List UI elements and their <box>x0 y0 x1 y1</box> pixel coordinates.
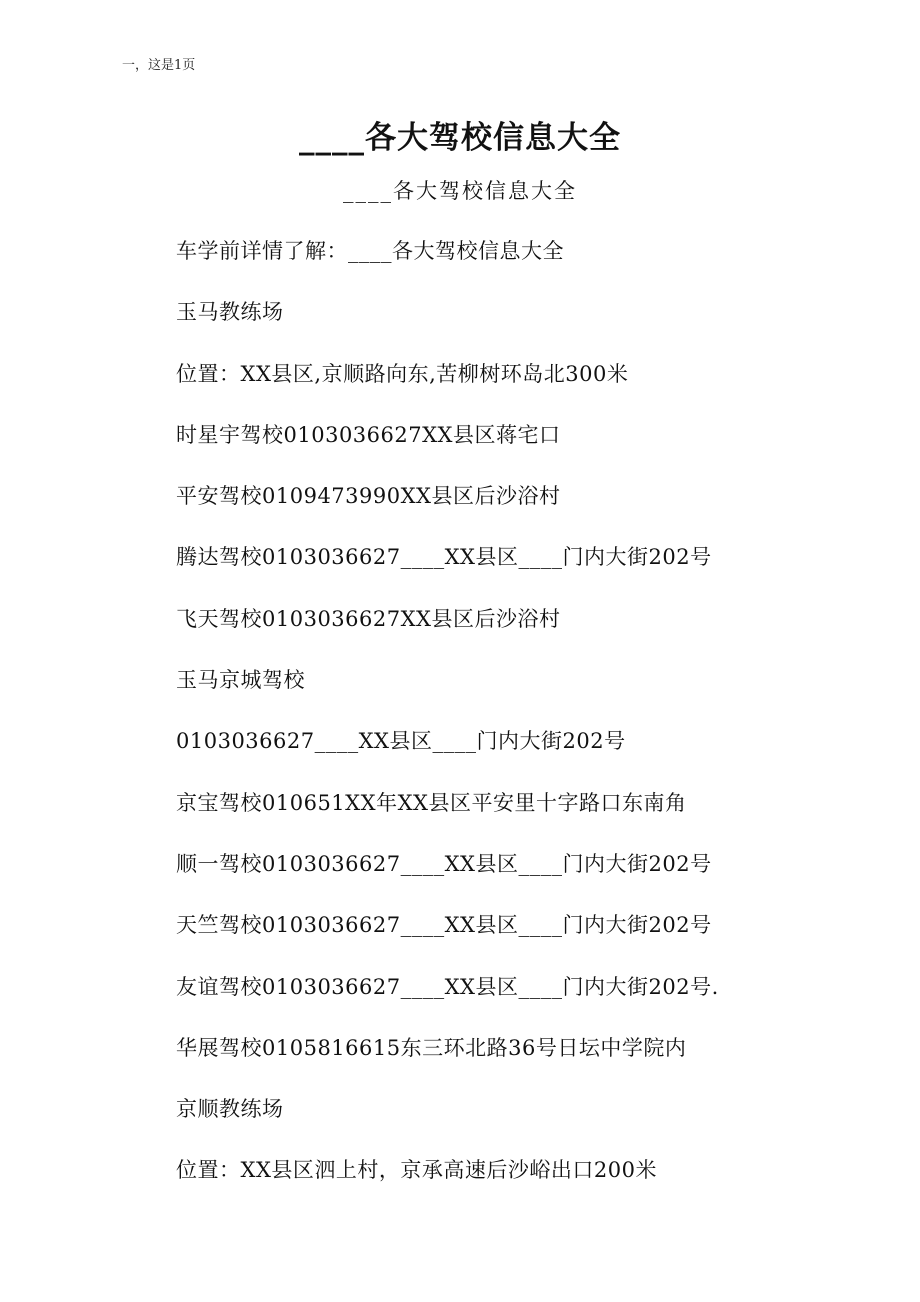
body-line: 玉马京城驾校 <box>176 668 305 693</box>
body-line: 玉马教练场 <box>176 300 284 325</box>
body-line: 天竺驾校0103036627____XX县区____门内大街202号 <box>176 913 712 938</box>
body-line: 位置：XX县区,京顺路向东,苦柳树环岛北300米 <box>176 361 629 386</box>
body-line: 华展驾校0105816615东三环北路36号日坛中学院内 <box>176 1035 687 1060</box>
body-line: 腾达驾校0103036627____XX县区____门内大街202号 <box>176 545 712 570</box>
body-line: 0103036627____XX县区____门内大街202号 <box>176 729 626 754</box>
body-line: 飞天驾校0103036627XX县区后沙浴村 <box>176 606 561 631</box>
document-body <box>176 236 876 1217</box>
body-line: 京宝驾校010651XX年XX县区平安里十字路口东南角 <box>176 790 687 815</box>
document-title: ____各大驾校信息大全 <box>299 120 621 156</box>
body-line: 顺一驾校0103036627____XX县区____门内大街202号 <box>176 851 712 876</box>
page-header-note: 一，这是1页 <box>122 58 196 73</box>
body-line: 友谊驾校0103036627____XX县区____门内大街202号. <box>176 974 719 999</box>
body-line: 车学前详情了解：____各大驾校信息大全 <box>176 239 564 263</box>
body-line: 京顺教练场 <box>176 1097 284 1122</box>
body-line: 位置：XX县区泗上村，京承高速后沙峪出口200米 <box>176 1158 657 1183</box>
body-line: 时星宇驾校0103036627XX县区蒋宅口 <box>176 422 561 447</box>
document-subtitle: ____各大驾校信息大全 <box>343 179 577 203</box>
body-line: 平安驾校0109473990XX县区后沙浴村 <box>176 484 561 509</box>
